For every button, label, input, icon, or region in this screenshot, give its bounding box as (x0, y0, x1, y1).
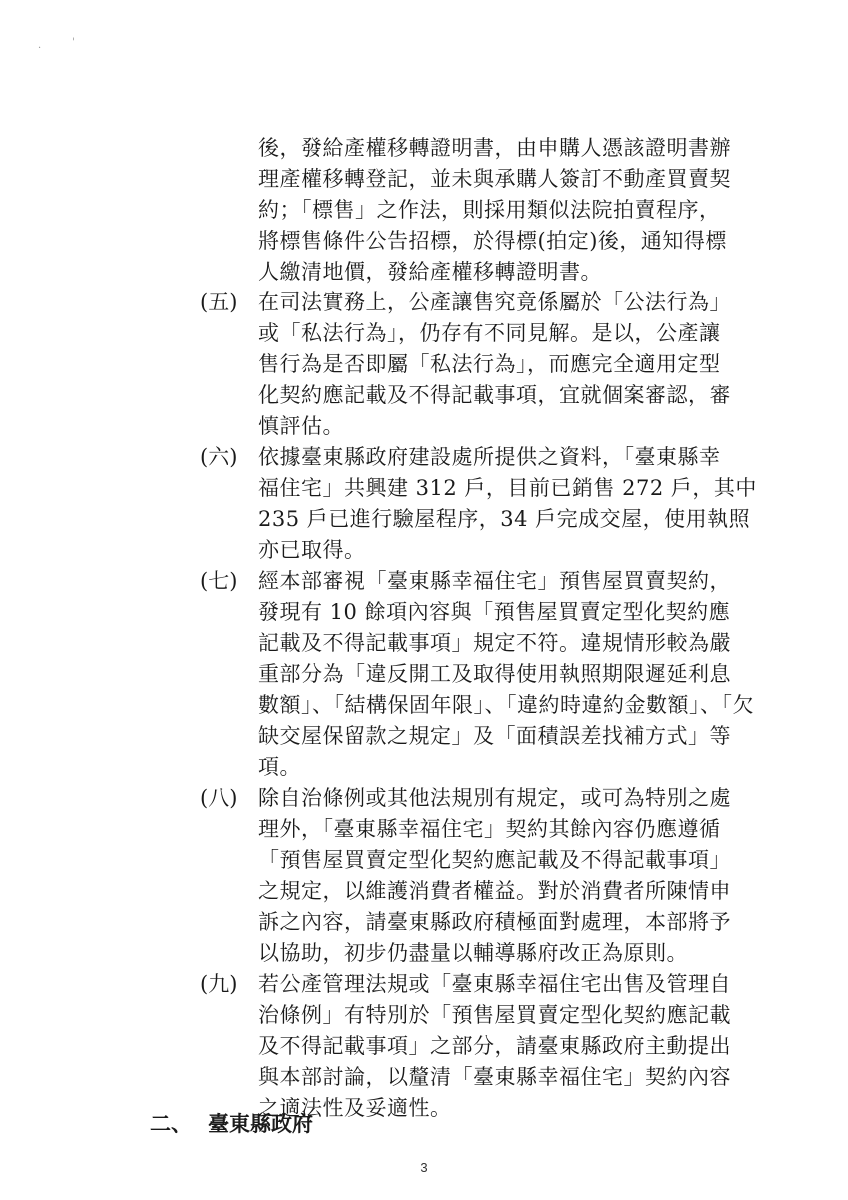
paragraph-line: 及不得記載事項」之部分，請臺東縣政府主動提出 (258, 1034, 731, 1058)
paragraph-line: 亦已取得。 (258, 538, 366, 562)
item-label: (六) (200, 445, 238, 469)
paragraph-line: 記載及不得記載事項」規定不符。違規情形較為嚴 (258, 631, 731, 655)
paragraph-line: 在司法實務上，公產讓售究竟係屬於「公法行為」 (258, 290, 731, 314)
paragraph-line: 福住宅」共興建 312 戶，目前已銷售 272 戶，其中 (258, 476, 757, 500)
paragraph-line: 約；「標售」之作法，則採用類似法院拍賣程序， (258, 198, 721, 222)
paragraph-line: 發現有 10 餘項內容與「預售屋買賣定型化契約應 (258, 600, 731, 624)
paragraph-line: 將標售條件公告招標，於得標(拍定)後，通知得標 (258, 229, 727, 253)
item-label: (八) (200, 786, 238, 810)
item-label: (五) (200, 290, 238, 314)
paragraph-line: 後，發給產權移轉證明書，由申購人憑該證明書辦 (258, 136, 731, 160)
paragraph-line: 經本部審視「臺東縣幸福住宅」預售屋買賣契約， (258, 569, 731, 593)
paragraph-line: 235 戶已進行驗屋程序，34 戶完成交屋，使用執照 (258, 507, 751, 531)
paragraph-line: 項。 (258, 755, 301, 779)
scan-speck: ' (72, 37, 75, 48)
section-number: 二、 (150, 1111, 192, 1136)
paragraph-line: 售行為是否即屬「私法行為」，而應完全適用定型 (258, 352, 721, 376)
paragraph-line: 理產權移轉登記，並未與承購人簽訂不動產買賣契 (258, 167, 731, 191)
paragraph-line: 慎評估。 (258, 414, 344, 438)
paragraph-line: 除自治條例或其他法規別有規定，或可為特別之處 (258, 786, 731, 810)
paragraph-line: 「預售屋買賣定型化契約應記載及不得記載事項」 (258, 848, 731, 872)
paragraph-line: 人繳清地價，發給產權移轉證明書。 (258, 260, 602, 284)
paragraph-line: 若公產管理法規或「臺東縣幸福住宅出售及管理自 (258, 972, 731, 996)
paragraph-line: 訴之內容，請臺東縣政府積極面對處理，本部將予 (258, 910, 731, 934)
paragraph-line: 之適法性及妥適性。 (258, 1096, 452, 1120)
paragraph-line: 理外，「臺東縣幸福住宅」契約其餘內容仍應遵循 (258, 817, 721, 841)
item-label: (七) (200, 569, 238, 593)
paragraph-line: 與本部討論，以釐清「臺東縣幸福住宅」契約內容 (258, 1065, 731, 1089)
paragraph-line: 或「私法行為」，仍存有不同見解。是以，公產讓 (258, 321, 721, 345)
paragraph-line: 依據臺東縣政府建設處所提供之資料，「臺東縣幸 (258, 445, 721, 469)
section-heading (150, 1112, 313, 1136)
paragraph-line: 數額」、「結構保固年限」、「違約時違約金數額」、「欠 (258, 693, 754, 717)
page-number: 3 (420, 1160, 428, 1175)
paragraph-line: 缺交屋保留款之規定」及「面積誤差找補方式」等 (258, 724, 731, 748)
paragraph-line: 之規定，以維護消費者權益。對於消費者所陳情申 (258, 879, 731, 903)
paragraph-line: 化契約應記載及不得記載事項，宜就個案審認，審 (258, 383, 731, 407)
paragraph-line: 重部分為「違反開工及取得使用執照期限遲延利息 (258, 662, 731, 686)
paragraph-line: 以協助，初步仍盡量以輔導縣府改正為原則。 (258, 941, 688, 965)
scan-speck: · (38, 43, 42, 54)
paragraph-line: 治條例」有特別於「預售屋買賣定型化契約應記載 (258, 1003, 731, 1027)
item-label: (九) (200, 972, 238, 996)
section-title: 臺東縣政府 (208, 1111, 313, 1136)
